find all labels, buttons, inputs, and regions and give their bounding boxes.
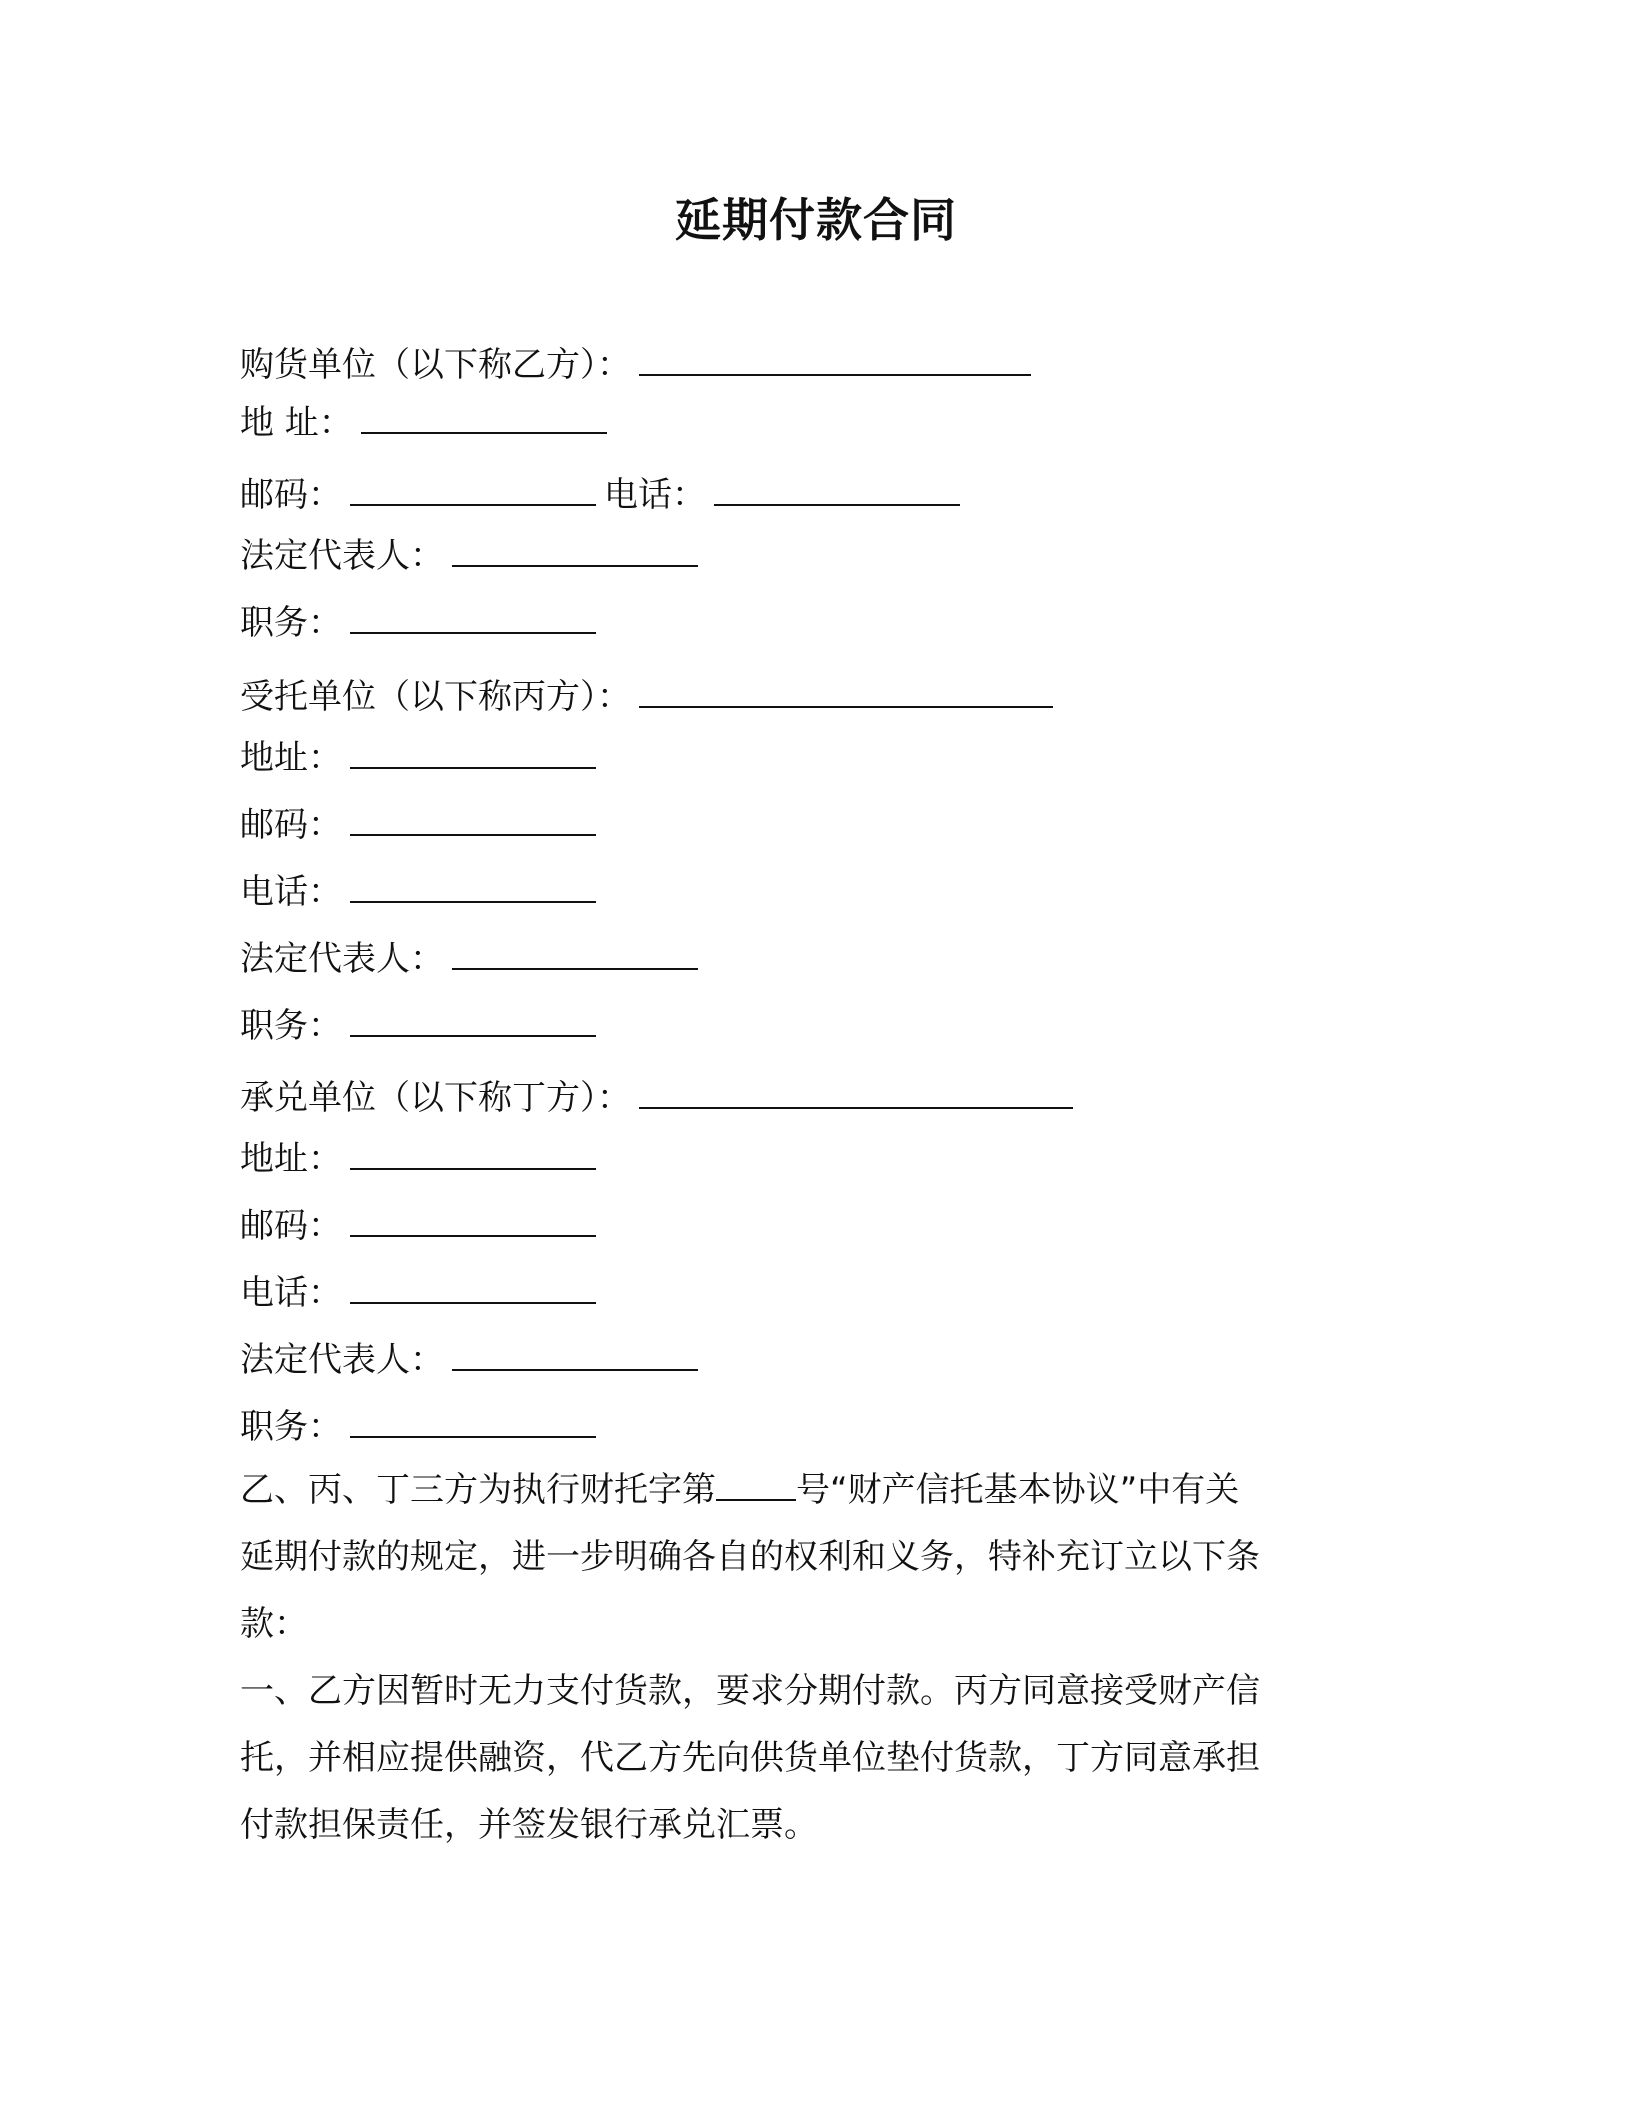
party-b-contact-line [240, 470, 960, 517]
party-d-address-label: 地址： [240, 1139, 342, 1179]
party-b-address-label: 地 址： [240, 403, 353, 443]
party-c-address-line [240, 733, 596, 780]
party-d-phone-line [240, 1268, 596, 1315]
intro-line-2: 延期付款的规定，进一步明确各自的权利和义务，特补充订立以下条 [240, 1537, 1260, 1577]
intro-line-1-after: 号“财产信托基本协议”中有关 [796, 1470, 1240, 1510]
party-d-phone-blank [350, 1268, 596, 1304]
party-b-position-label: 职务： [240, 603, 342, 643]
party-c-legal-rep-label: 法定代表人： [240, 939, 444, 979]
party-b-position-line [240, 598, 596, 645]
party-d-postcode-line [240, 1201, 596, 1248]
party-c-unit-line [240, 672, 1053, 719]
party-d-unit-line [240, 1073, 1073, 1120]
document-title: 延期付款合同 [675, 193, 957, 247]
party-c-postcode-label: 邮码： [240, 805, 342, 845]
party-d-legal-rep-line [240, 1335, 698, 1382]
intro-paragraph [240, 1457, 1370, 1658]
party-c-legal-rep-line [240, 934, 698, 981]
party-d-address-blank [350, 1134, 596, 1170]
party-d-postcode-blank [350, 1201, 596, 1237]
party-c-postcode-blank [350, 800, 596, 836]
party-d-position-blank [350, 1402, 596, 1438]
party-c-position-line [240, 1001, 596, 1048]
party-c-address-label: 地址： [240, 738, 342, 778]
party-b-legal-rep-blank [452, 531, 698, 567]
party-d-position-line [240, 1402, 596, 1449]
party-d-phone-label: 电话： [240, 1273, 342, 1313]
clause-1-line-1: 一、乙方因暂时无力支付货款，要求分期付款。丙方同意接受财产信 [240, 1671, 1260, 1711]
clause-1-line-3: 付款担保责任，并签发银行承兑汇票。 [240, 1805, 818, 1845]
party-b-postcode-blank [350, 470, 596, 506]
party-c-phone-line [240, 867, 596, 914]
party-b-phone-label: 电话： [604, 475, 706, 515]
party-d-legal-rep-blank [452, 1335, 698, 1371]
party-c-unit-blank [639, 672, 1053, 708]
party-b-postcode-label: 邮码： [240, 475, 342, 515]
party-b-legal-rep-label: 法定代表人： [240, 536, 444, 576]
intro-line-3: 款： [240, 1604, 308, 1644]
party-c-phone-label: 电话： [240, 872, 342, 912]
party-b-phone-blank [714, 470, 960, 506]
party-d-postcode-label: 邮码： [240, 1206, 342, 1246]
party-b-address-line [240, 398, 607, 445]
party-b-legal-rep-line [240, 531, 698, 578]
party-d-unit-label: 承兑单位（以下称丁方）： [240, 1078, 631, 1118]
party-d-position-label: 职务： [240, 1407, 342, 1447]
clause-1-line-2: 托，并相应提供融资，代乙方先向供货单位垫付货款，丁方同意承担 [240, 1738, 1260, 1778]
party-c-address-blank [350, 733, 596, 769]
party-c-phone-blank [350, 867, 596, 903]
intro-line-1-before: 乙、丙、丁三方为执行财托字第 [240, 1470, 716, 1510]
party-c-position-blank [350, 1001, 596, 1037]
party-b-unit-label: 购货单位（以下称乙方）： [240, 345, 631, 385]
party-b-unit-blank [639, 340, 1031, 376]
party-d-unit-blank [639, 1073, 1073, 1109]
party-d-legal-rep-label: 法定代表人： [240, 1340, 444, 1380]
intro-line-1 [240, 1457, 1370, 1524]
party-c-legal-rep-blank [452, 934, 698, 970]
party-c-position-label: 职务： [240, 1006, 342, 1046]
party-b-position-blank [350, 598, 596, 634]
party-b-address-blank [361, 398, 607, 434]
clause-1-paragraph [240, 1658, 1370, 1859]
agreement-number-blank [716, 1465, 796, 1501]
party-b-unit-line [240, 340, 1031, 387]
party-c-postcode-line [240, 800, 596, 847]
party-d-address-line [240, 1134, 596, 1181]
party-c-unit-label: 受托单位（以下称丙方）： [240, 677, 631, 717]
